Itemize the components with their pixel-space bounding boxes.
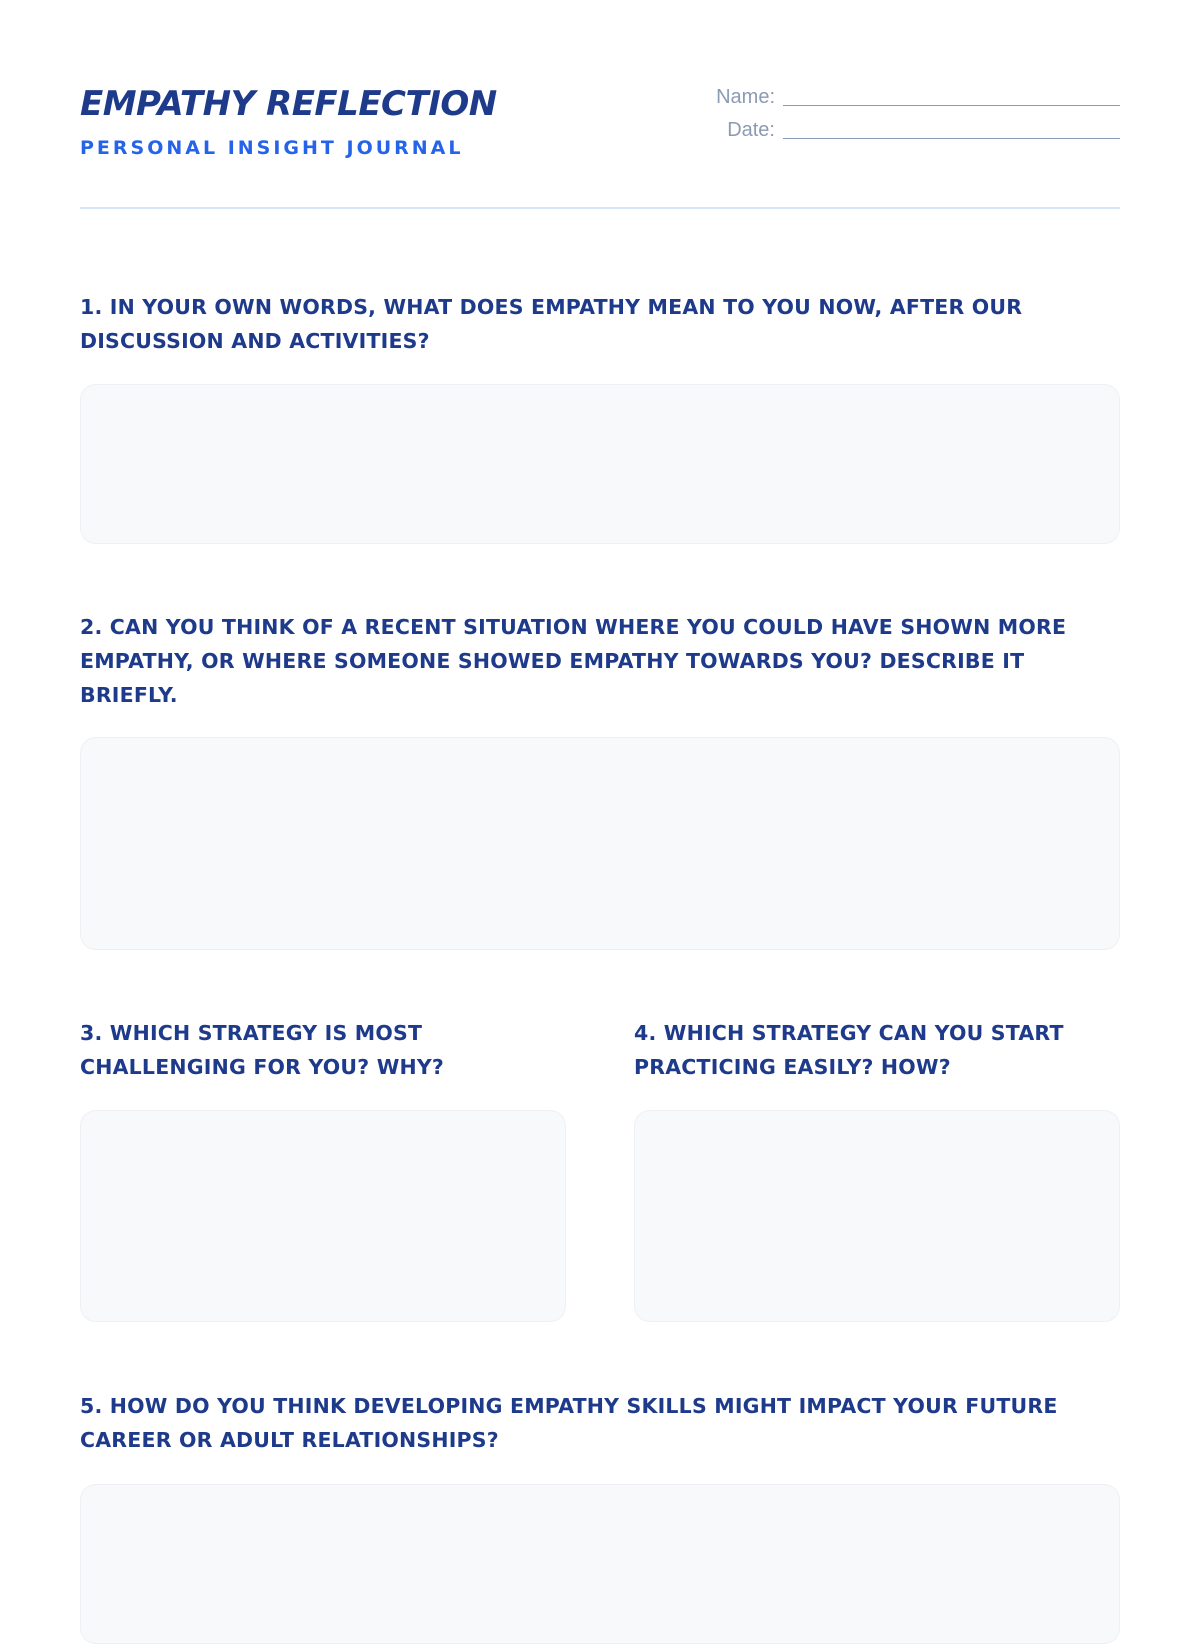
answer-box-2[interactable] [80, 737, 1120, 950]
header-divider [80, 207, 1120, 209]
page-subtitle: PERSONAL INSIGHT JOURNAL [80, 137, 464, 159]
question-2: 2. CAN YOU THINK OF A RECENT SITUATION WHERE YOU COULD HAVE SHOWN MORE EMPATHY, OR WHERE SOMEONE SHOWED EMPATHY TOWARDS YOU? DESCRIBE IT BRIEFLY. [80, 615, 1067, 707]
question-3: 3. WHICH STRATEGY IS MOST CHALLENGING FOR YOU? WHY? [80, 1021, 445, 1079]
name-field[interactable] [783, 105, 1120, 106]
question-1: 1. IN YOUR OWN WORDS, WHAT DOES EMPATHY MEAN TO YOU NOW, AFTER OUR DISCUSSION AND ACTIVITIES? [80, 295, 1023, 353]
answer-box-4[interactable] [634, 1110, 1120, 1322]
worksheet-header [80, 82, 1120, 212]
answer-box-3[interactable] [80, 1110, 566, 1322]
answer-box-1[interactable] [80, 384, 1120, 544]
date-label: Date: [727, 119, 775, 141]
date-row [700, 115, 1120, 145]
name-label: Name: [716, 86, 775, 108]
date-field[interactable] [783, 138, 1120, 139]
question-5: 5. HOW DO YOU THINK DEVELOPING EMPATHY SKILLS MIGHT IMPACT YOUR FUTURE CAREER OR ADULT RELATIONSHIPS? [80, 1394, 1058, 1452]
question-4: 4. WHICH STRATEGY CAN YOU START PRACTICING EASILY? HOW? [634, 1021, 1064, 1079]
page-title: EMPATHY REFLECTION [80, 84, 497, 124]
worksheet-page [80, 0, 1120, 1600]
name-row [700, 82, 1120, 112]
answer-box-5[interactable] [80, 1484, 1120, 1644]
